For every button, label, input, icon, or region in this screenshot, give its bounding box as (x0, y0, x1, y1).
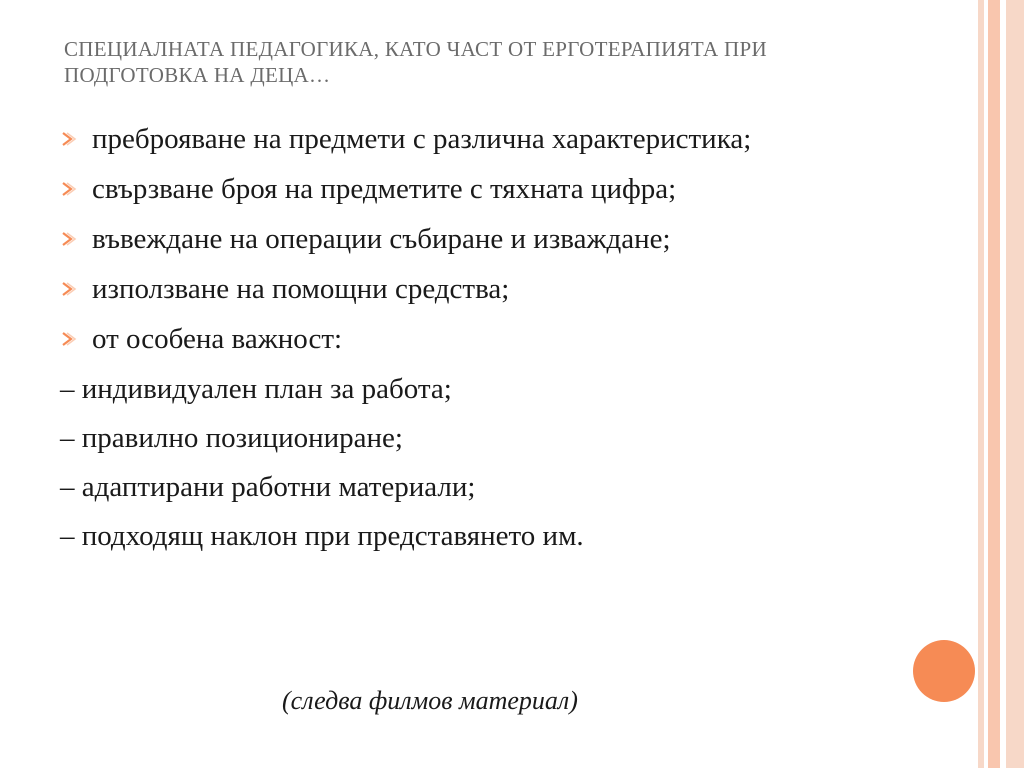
list-item-text: преброяване на предмети с различна характеристика; (92, 123, 752, 155)
footnote: (следва филмов материал) (282, 686, 578, 715)
list-item (60, 220, 878, 259)
sub-list-item: – индивидуален план за работа; (60, 373, 452, 405)
content-list (60, 120, 878, 566)
list-item (60, 170, 878, 209)
list-item-text: свързване броя на предметите с тяхната цифра; (92, 173, 677, 205)
list-item (60, 270, 878, 309)
list-item-text: от особена важност: (92, 323, 343, 355)
slide-title: СПЕЦИАЛНАТА ПЕДАГОГИКА, КАТО ЧАСТ ОТ ЕРГОТЕРАПИЯТА ПРИ ПОДГОТОВКА НА ДЕЦА… (64, 37, 767, 87)
chevron-right-icon (60, 229, 78, 249)
sub-list-item: – подходящ наклон при представянето им. (60, 520, 584, 552)
chevron-right-icon (60, 329, 78, 349)
decorative-stripe (988, 0, 1000, 768)
list-item-text: въвеждане на операции събиране и изваждане; (92, 223, 671, 255)
sub-list-item: – правилно позициониране; (60, 422, 403, 454)
decorative-stripe (1006, 0, 1024, 768)
sub-list-item: – адаптирани работни материали; (60, 471, 476, 503)
chevron-right-icon (60, 279, 78, 299)
chevron-right-icon (60, 179, 78, 199)
chevron-right-icon (60, 129, 78, 149)
list-item (60, 120, 878, 159)
list-item (60, 320, 878, 359)
decorative-circle (913, 640, 975, 702)
list-item-text: използване на помощни средства; (92, 273, 510, 305)
